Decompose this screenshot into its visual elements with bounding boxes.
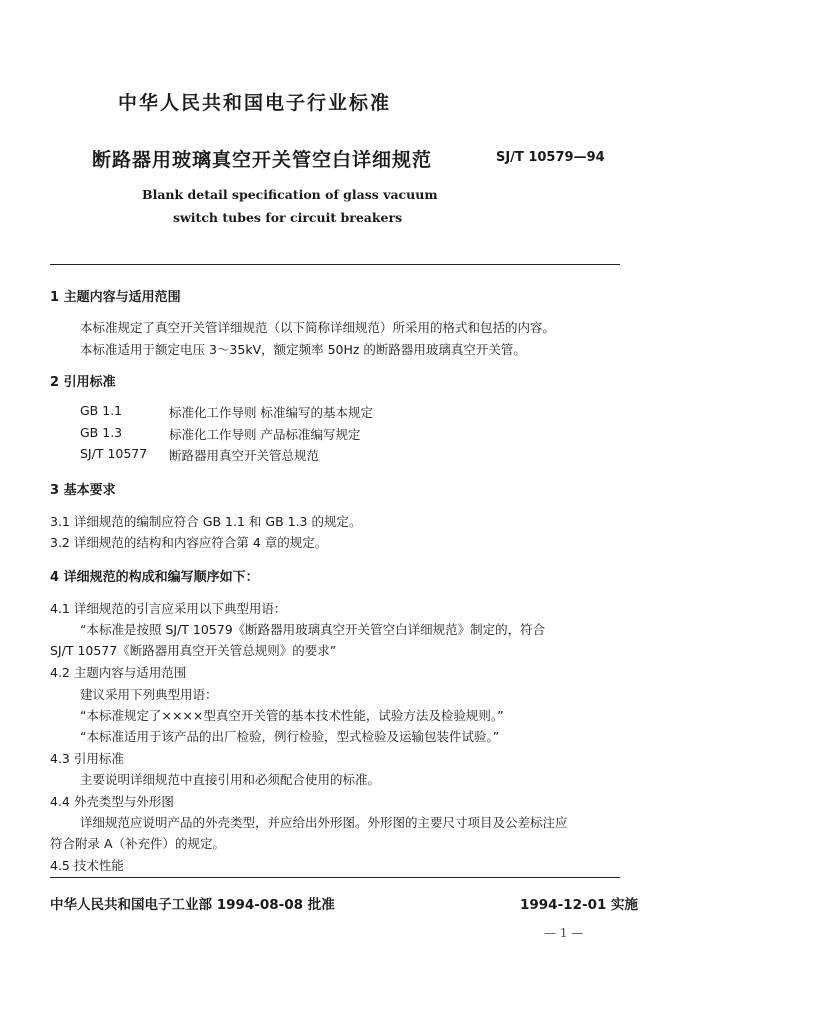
section-4-5-heading: 4.5 技术性能 bbox=[50, 858, 124, 873]
reference-code: SJ/T 10577 bbox=[80, 446, 148, 461]
section-1-paragraph-2: 本标准适用于额定电压 3～35kV，额定频率 50Hz 的断路器用玻璃真空开关管。 bbox=[80, 342, 526, 357]
standard-number: SJ/T 10579—94 bbox=[496, 150, 605, 165]
section-4-2-line-2: “本标准规定了××××型真空开关管的基本技术性能，试验方法及检验规则。” bbox=[80, 708, 504, 723]
section-4-4-heading: 4.4 外壳类型与外形图 bbox=[50, 794, 174, 809]
standard-type-header: 中华人民共和国电子行业标准 bbox=[118, 92, 392, 114]
section-2-heading: 2 引用标准 bbox=[50, 375, 116, 390]
section-4-4-line-2: 符合附录 A（补充件）的规定。 bbox=[50, 836, 226, 851]
section-4-2-heading: 4.2 主题内容与适用范围 bbox=[50, 665, 187, 680]
document-title-en-line1: Blank detail specification of glass vacuum bbox=[142, 187, 438, 202]
section-4-1-heading: 4.1 详细规范的引言应采用以下典型用语： bbox=[50, 601, 287, 616]
reference-code: GB 1.3 bbox=[80, 425, 123, 440]
page-number: — 1 — bbox=[544, 926, 584, 940]
section-4-2-line-3: “本标准适用于该产品的出厂检验，例行检验，型式检验及运输包装件试验。” bbox=[80, 729, 500, 744]
section-4-1-line-2: SJ/T 10577《断路器用真空开关管总规则》的要求” bbox=[50, 643, 337, 658]
reference-title: 标准化工作导则 产品标准编写规定 bbox=[169, 427, 361, 442]
document-title-en-line2: switch tubes for circuit breakers bbox=[173, 210, 403, 225]
section-4-heading: 4 详细规范的构成和编写顺序如下： bbox=[50, 570, 259, 585]
section-4-2-line-1: 建议采用下列典型用语： bbox=[80, 687, 218, 702]
section-1-heading: 1 主题内容与适用范围 bbox=[50, 290, 181, 305]
section-4-3-heading: 4.3 引用标准 bbox=[50, 751, 124, 766]
reference-code: GB 1.1 bbox=[80, 403, 123, 418]
section-1-paragraph-1: 本标准规定了真空开关管详细规范（以下简称详细规范）所采用的格式和包括的内容。 bbox=[80, 320, 556, 335]
section-4-1-line-1: “本标准是按照 SJ/T 10579《断路器用玻璃真空开关管空白详细规范》制定的，符合 bbox=[80, 622, 546, 637]
top-divider bbox=[50, 264, 620, 265]
approval-statement: 中华人民共和国电子工业部 1994-08-08 批准 bbox=[50, 897, 335, 913]
document-title-cn: 断路器用玻璃真空开关管空白详细规范 bbox=[92, 149, 433, 171]
section-3-item-1: 3.1 详细规范的编制应符合 GB 1.1 和 GB 1.3 的规定。 bbox=[50, 514, 362, 529]
section-3-heading: 3 基本要求 bbox=[50, 483, 116, 498]
section-4-3-line-1: 主要说明详细规范中直接引用和必须配合使用的标准。 bbox=[80, 772, 381, 787]
bottom-divider bbox=[50, 877, 620, 878]
implementation-date: 1994-12-01 实施 bbox=[520, 897, 639, 913]
reference-title: 标准化工作导则 标准编写的基本规定 bbox=[169, 405, 373, 420]
reference-title: 断路器用真空开关管总规范 bbox=[169, 448, 320, 463]
section-4-4-line-1: 详细规范应说明产品的外壳类型，并应给出外形图。外形图的主要尺寸项目及公差标注应 bbox=[80, 815, 568, 830]
section-3-item-2: 3.2 详细规范的结构和内容应符合第 4 章的规定。 bbox=[50, 535, 328, 550]
